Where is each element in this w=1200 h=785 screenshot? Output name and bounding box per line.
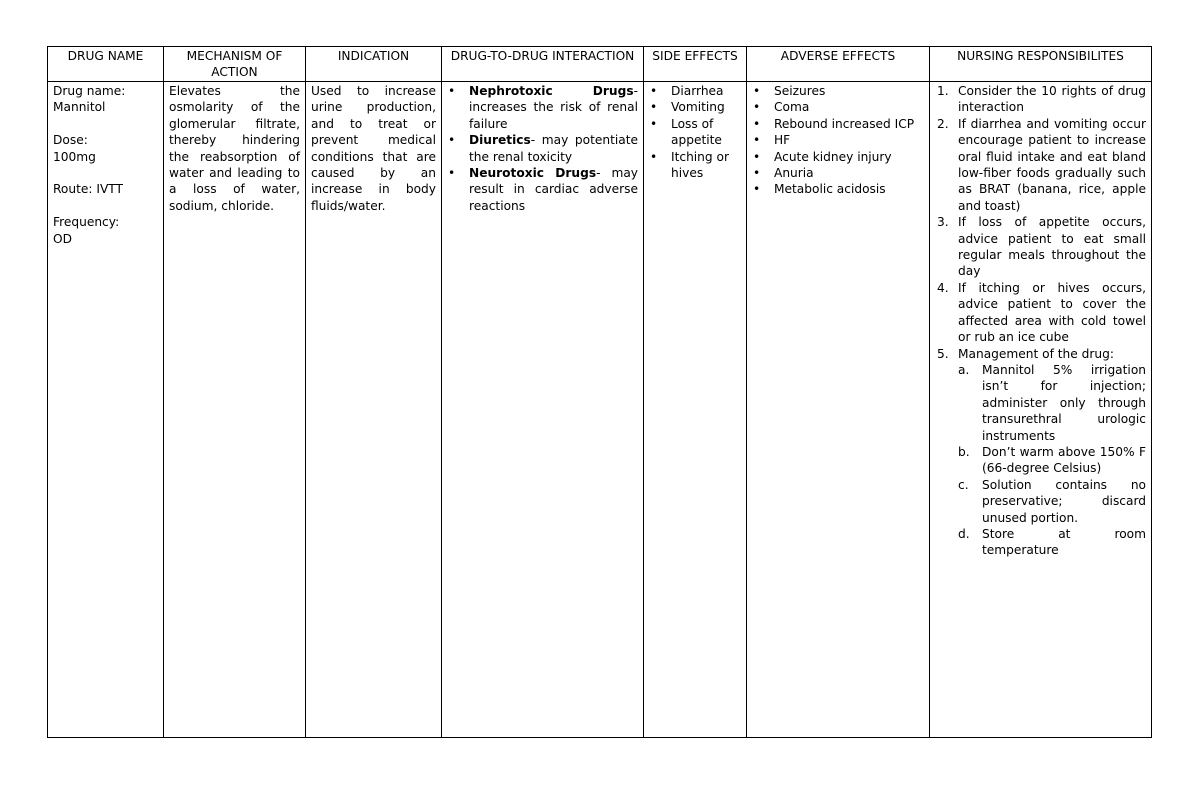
- management-letter: c.: [958, 477, 969, 492]
- nursing-item: [935, 214, 1146, 280]
- nursing-item: [935, 346, 1146, 559]
- side-effect-item: • Diarrhea: [649, 83, 741, 99]
- nursing-text: If loss of appetite occurs, advice patient to eat small regular meals throughout the day: [958, 215, 1146, 279]
- nursing-cell: [930, 82, 1152, 738]
- drug-name-label: Drug name:: [53, 84, 126, 98]
- header-indication: INDICATION: [306, 47, 442, 82]
- mechanism-cell: Elevates the osmolarity of the glomerular filtrate, thereby hindering the reabsorption of water and leading to a loss of water, sodium, chloride.: [164, 82, 306, 738]
- dose-label: Dose:: [53, 133, 88, 148]
- frequency-value: OD: [53, 231, 72, 246]
- adverse-effect-item: • Acute kidney injury: [752, 149, 924, 165]
- adverse-effect-item: • Seizures: [752, 83, 924, 99]
- side-effect-item: • Loss of appetite: [649, 116, 741, 149]
- management-letter: a.: [958, 362, 970, 377]
- indication-cell: Used to increase urine production, and to treat or prevent medical conditions that are caused by an increase in body fluids/water.: [306, 82, 442, 738]
- content-row: [48, 82, 1152, 738]
- nursing-number: 1.: [937, 84, 949, 98]
- nursing-item: [935, 280, 1146, 346]
- interaction-effect: - increases the risk of renal failure: [469, 84, 638, 131]
- header-interaction: DRUG-TO-DRUG INTERACTION: [442, 47, 644, 82]
- interaction-effect: - may potentiate the renal toxicity: [469, 133, 638, 164]
- adverse-effect-item: • Coma: [752, 99, 924, 115]
- management-letter: b.: [958, 444, 970, 459]
- management-text: Store at room temperature: [982, 526, 1146, 558]
- nursing-number: 5.: [937, 346, 949, 361]
- adverse-effect-item: • Rebound increased ICP: [752, 116, 924, 132]
- interaction-item: [447, 132, 638, 165]
- nursing-text: Consider the 10 rights of drug interaction: [958, 84, 1146, 115]
- nursing-text: Management of the drug:: [958, 346, 1114, 361]
- nursing-item: [935, 83, 1146, 116]
- header-mechanism: MECHANISM OF ACTION: [164, 47, 306, 82]
- management-item: [958, 444, 1146, 477]
- side-effects-cell: [644, 82, 747, 738]
- frequency-label: Frequency:: [53, 215, 120, 230]
- interaction-drug: Diuretics: [469, 133, 531, 148]
- adverse-effect-item: • HF: [752, 132, 924, 148]
- interaction-item: [447, 165, 638, 214]
- nursing-item: [935, 116, 1146, 214]
- side-effect-item: • Itching or hives: [649, 149, 741, 182]
- nursing-text: If diarrhea and vomiting occur encourage patient to increase oral fluid intake and eat bland low-fiber foods gradually such as BRAT (banana, rice, apple and toast): [958, 116, 1146, 213]
- interaction-drug: Nephrotoxic Drugs: [469, 84, 634, 98]
- header-drug-name: DRUG NAME: [48, 47, 164, 82]
- drug-study-table: [47, 46, 1152, 738]
- management-text: Don’t warm above 150% F (66-degree Celsius): [982, 444, 1146, 476]
- side-effect-item: • Vomiting: [649, 99, 741, 115]
- route-value: Route: IVTT: [53, 182, 123, 197]
- management-item: [958, 526, 1146, 559]
- management-item: [958, 362, 1146, 444]
- header-row: [48, 47, 1152, 82]
- header-nursing: NURSING RESPONSIBILITES: [930, 47, 1152, 82]
- management-text: Solution contains no preservative; discard unused portion.: [982, 477, 1146, 525]
- interaction-drug: Neurotoxic Drugs: [469, 166, 597, 181]
- header-adverse-effects: ADVERSE EFFECTS: [747, 47, 930, 82]
- drug-name-value: Mannitol: [53, 100, 106, 115]
- adverse-effects-cell: [747, 82, 930, 738]
- management-item: [958, 477, 1146, 526]
- management-letter: d.: [958, 526, 970, 541]
- header-side-effects: SIDE EFFECTS: [644, 47, 747, 82]
- adverse-effect-item: • Metabolic acidosis: [752, 181, 924, 197]
- interaction-item: [447, 83, 638, 132]
- drug-name-cell: [48, 82, 164, 738]
- nursing-number: 4.: [937, 280, 949, 295]
- dose-value: 100mg: [53, 149, 96, 164]
- interaction-effect: - may result in cardiac adverse reactions: [469, 166, 638, 213]
- management-text: Mannitol 5% irrigation isn’t for injection; administer only through transurethral urologic instruments: [982, 362, 1146, 443]
- interaction-cell: [442, 82, 644, 738]
- nursing-number: 2.: [937, 116, 949, 131]
- adverse-effect-item: • Anuria: [752, 165, 924, 181]
- nursing-text: If itching or hives occurs, advice patient to cover the affected area with cold towel or rub an ice cube: [958, 280, 1146, 345]
- nursing-number: 3.: [937, 215, 949, 230]
